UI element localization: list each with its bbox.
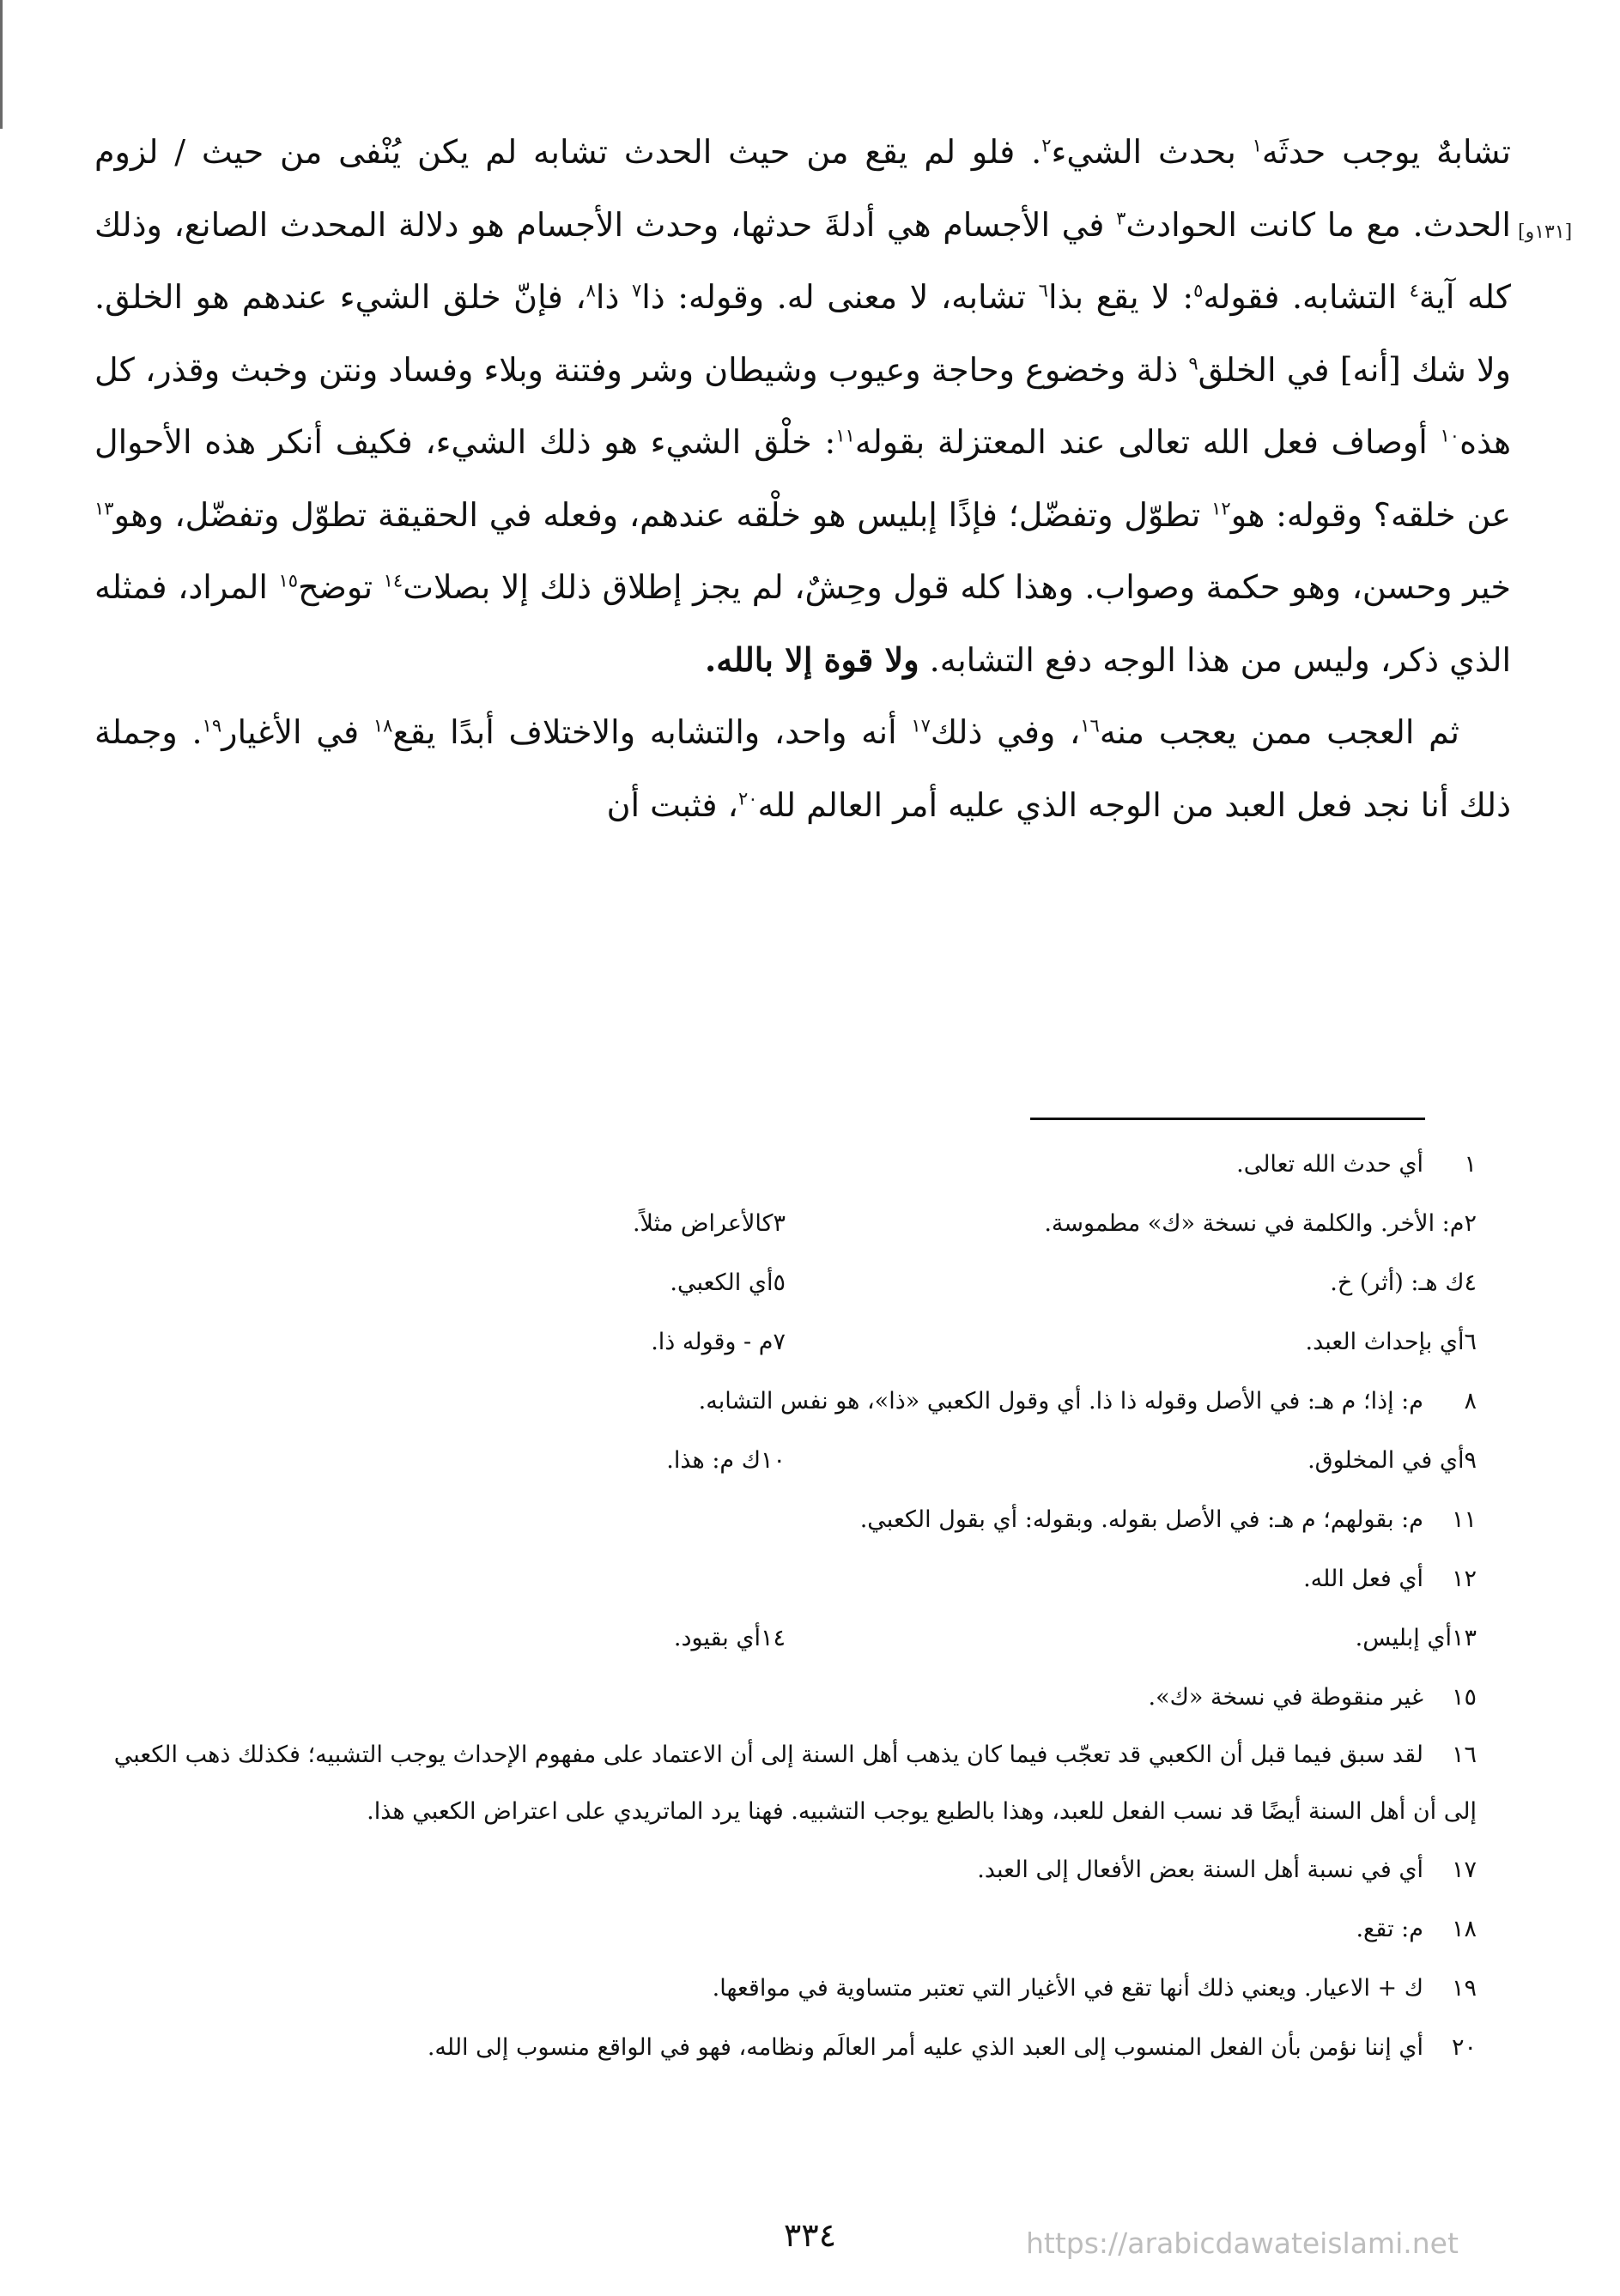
- footnote-marker: ١٤: [383, 570, 403, 591]
- footnote-number: ١٦: [1451, 1742, 1477, 1768]
- footnote-text: أي بإحداث العبد.: [1305, 1329, 1465, 1355]
- footnote-marker: ١٥: [278, 570, 299, 591]
- page-number: ٣٣٤: [783, 2216, 837, 2254]
- footnote-number: ١١: [1451, 1506, 1477, 1533]
- footnote-number: ٤: [1464, 1269, 1477, 1296]
- text-run: تشابه، لا معنى له. وقوله: ذا: [641, 278, 1039, 316]
- footnote-number: ١: [1464, 1151, 1477, 1178]
- footnote-12: [94, 1549, 1477, 1608]
- footnote-marker: ٣: [1116, 207, 1126, 228]
- footnote-row-9-10: [94, 1431, 1477, 1490]
- footnote-row-2-3: [94, 1194, 1477, 1253]
- scan-edge-line: [0, 0, 9, 129]
- footnote-14: [94, 1608, 786, 1668]
- footnote-9: [786, 1431, 1477, 1490]
- footnote-20: [94, 2018, 1477, 2077]
- footnote-marker: ٤: [1409, 280, 1419, 301]
- footnote-marker: ٥: [1193, 280, 1204, 301]
- text-run: توضح: [298, 568, 384, 606]
- text-run: تطوّل وتفضّل؛ فإذًا إبليس هو خلْقه عندهم، وفعله في الحقيقة تطوّل وتفضّل، وهو: [113, 495, 1212, 534]
- footnote-number: ٢: [1464, 1210, 1477, 1237]
- text-run: التشابه. فقوله: [1203, 278, 1410, 316]
- footnote-marker: ١٦: [1080, 715, 1100, 736]
- footnote-text: أي في نسبة أهل السنة بعض الأفعال إلى العبد.: [977, 1857, 1423, 1883]
- footnote-13: [786, 1608, 1477, 1668]
- footnote-marker: ١١: [835, 425, 855, 446]
- footnote-number: ١٨: [1451, 1916, 1477, 1942]
- text-run: في الأجسام هي أدلةَ حدثها، وحدث الأجسام هو دلالة المحدث الصانع، وذلك كله آية: [94, 205, 1512, 316]
- text-run: أوصاف فعل الله تعالى عند المعتزلة بقوله: [854, 423, 1441, 461]
- text-run: ، فإنّ خلق الشيء عندهم هو الخلق. ولا شك [أنه] في الخلق: [94, 278, 1512, 389]
- footnote-text: غير منقوطة في نسخة «ك».: [1148, 1684, 1423, 1711]
- footnote-number: ٥: [773, 1269, 786, 1296]
- footnote-8: [94, 1372, 1477, 1431]
- footnote-text: ك م: هذا.: [666, 1447, 761, 1474]
- footnote-number: ١٧: [1451, 1857, 1477, 1883]
- footnote-marker: ١٢: [1211, 497, 1231, 518]
- footnote-7: [94, 1312, 786, 1372]
- footnote-text: أي الكعبي.: [670, 1269, 774, 1296]
- text-run: أنه واحد، والتشابه والاختلاف أبدًا يقع: [392, 713, 912, 751]
- text-run: ، فثبت أن: [606, 785, 738, 824]
- footnote-text: ك هـ: (أثر) خ.: [1330, 1269, 1465, 1296]
- main-text: [94, 116, 1511, 841]
- footnote-number: ٦: [1464, 1329, 1477, 1355]
- footnote-15: [94, 1668, 1477, 1727]
- footnote-row-4-5: [94, 1253, 1477, 1312]
- text-run: . فلو لم يقع من حيث الحدث تشابه لم يكن يُنْفى من حيث / لزوم الحدث. مع ما كانت الحوادث: [94, 133, 1511, 244]
- text-run: تشابهٌ يوجب حدثَه: [1261, 133, 1512, 171]
- footnote-1: [94, 1135, 1477, 1194]
- footnote-4: [786, 1253, 1477, 1312]
- footnote-marker: ١٩: [202, 715, 222, 736]
- footnote-marker: ١٨: [373, 715, 393, 736]
- footnote-row-13-14: [94, 1608, 1477, 1668]
- footnote-text: م - وقوله ذا.: [651, 1329, 774, 1355]
- footnote-text: م: تقع.: [1356, 1916, 1423, 1942]
- footnote-6: [786, 1312, 1477, 1372]
- footnote-number: ١٠: [760, 1447, 786, 1474]
- footnote-text: ك + الاعيار. ويعني ذلك أنها تقع في الأغيار التي تعتبر متساوية في مواقعها.: [712, 1975, 1423, 2002]
- footnote-19: [94, 1959, 1477, 2018]
- footnote-marker: ١٠: [1440, 425, 1460, 446]
- text-run: المراد، فمثله الذي ذكر، وليس من هذا الوجه دفع التشابه.: [94, 568, 1511, 679]
- footnote-text: أي فعل الله.: [1303, 1566, 1423, 1592]
- footnote-marker: ١٧: [911, 715, 931, 736]
- footnote-marker: ٨: [586, 280, 596, 301]
- text-run: ذلة وخضوع وحاجة وعيوب وشيطان وشر وفتنة وبلاء وفساد ونتن وخبث وقذر، كل هذه: [94, 350, 1511, 461]
- footnote-text: م: بقولهم؛ م هـ: في الأصل بقوله. وبقوله: أي بقول الكعبي.: [859, 1506, 1423, 1533]
- footnote-11: [94, 1490, 1477, 1549]
- text-run: : لا يقع بذا: [1047, 278, 1194, 316]
- footnote-number: ١٢: [1451, 1566, 1477, 1592]
- footnote-text: أي في المخلوق.: [1308, 1447, 1465, 1474]
- footnote-text: أي حدث الله تعالى.: [1236, 1151, 1423, 1178]
- footnote-text: أي بقيود.: [673, 1625, 761, 1651]
- text-run: خير وحسن، وهو حكمة وصواب. وهذا كله قول وحِشٌ، لم يجز إطلاق ذلك إلا بصلات: [403, 568, 1511, 606]
- text-run: بحدث الشيء: [1051, 133, 1253, 171]
- text-run: ذا: [595, 278, 632, 316]
- footnote-separator: [1030, 1118, 1425, 1120]
- footnote-number: ٧: [773, 1329, 786, 1355]
- footnotes: [94, 1135, 1477, 2077]
- text-run: : خلْق الشيء هو ذلك الشيء، فكيف أنكر هذه الأحوال عن خلقه؟ وقوله: هو: [94, 423, 1511, 534]
- footnote-number: ١٩: [1451, 1975, 1477, 2002]
- footnote-16: [94, 1727, 1477, 1840]
- footnote-number: ١٤: [760, 1625, 786, 1651]
- footnote-marker: ٢: [1041, 135, 1052, 156]
- footnote-17: [94, 1840, 1477, 1899]
- footnote-number: ٣: [773, 1210, 786, 1237]
- footnote-marker: ٦: [1038, 280, 1048, 301]
- website-watermark: https://arabicdawateislami.net: [1026, 2226, 1459, 2260]
- footnote-row-6-7: [94, 1312, 1477, 1372]
- text-run: في الأغيار: [221, 713, 373, 751]
- footnote-text: م: الأخر. والكلمة في نسخة «ك» مطموسة.: [1044, 1210, 1465, 1237]
- footnote-number: ١٣: [1451, 1625, 1477, 1651]
- text-run: ثم العجب ممن يعجب منه: [1099, 713, 1459, 751]
- footnote-3: [94, 1194, 786, 1253]
- footnote-marker: ٢٠: [737, 787, 758, 809]
- footnote-18: [94, 1899, 1477, 1959]
- paragraph-2: [94, 696, 1511, 841]
- footnote-number: ٩: [1464, 1447, 1477, 1474]
- closing-phrase: ولا قوة إلا بالله.: [705, 639, 919, 679]
- footnote-text: أي إننا نؤمن بأن الفعل المنسوب إلى العبد الذي عليه أمر العالَم ونظامه، فهو في الواقع منسوب إلى الله.: [427, 2034, 1423, 2061]
- footnote-number: ٨: [1464, 1388, 1477, 1415]
- footnote-text: م: إذا؛ م هـ: في الأصل وقوله ذا ذا. أي وقول الكعبي «ذا»، هو نفس التشابه.: [698, 1388, 1423, 1415]
- footnote-10: [94, 1431, 786, 1490]
- footnote-marker: ٩: [1188, 352, 1198, 373]
- footnote-text: لقد سبق فيما قبل أن الكعبي قد تعجّب فيما كان يذهب أهل السنة إلى أن الاعتماد على مفهوم الإحداث يوجب التشبيه؛ فكذلك ذهب الكعبي إلى أن أهل السنة أيضًا قد نسب الفعل للعبد، وهذا بالطبع يوجب التشبيه. فهنا يرد الماتريدي على اعتراض الكعبي هذا.: [113, 1742, 1477, 1825]
- footnote-marker: ٧: [631, 280, 642, 301]
- footnote-marker: ١٣: [94, 497, 114, 518]
- footnote-number: ١٥: [1451, 1684, 1477, 1711]
- manuscript-folio-reference: [١٣١و]: [1518, 221, 1573, 243]
- footnote-2: [786, 1194, 1477, 1253]
- paragraph-1: [94, 116, 1511, 696]
- text-run: . وجملة ذلك أنا نجد فعل العبد من الوجه الذي عليه أمر العالم لله: [94, 713, 1511, 824]
- footnote-text: كالأعراض مثلاً.: [632, 1210, 774, 1237]
- footnote-text: أي إبليس.: [1355, 1625, 1452, 1651]
- footnote-5: [94, 1253, 786, 1312]
- text-run: ، وفي ذلك: [930, 713, 1081, 751]
- footnote-number: ٢٠: [1451, 2034, 1477, 2061]
- footnote-marker: ١: [1252, 135, 1262, 156]
